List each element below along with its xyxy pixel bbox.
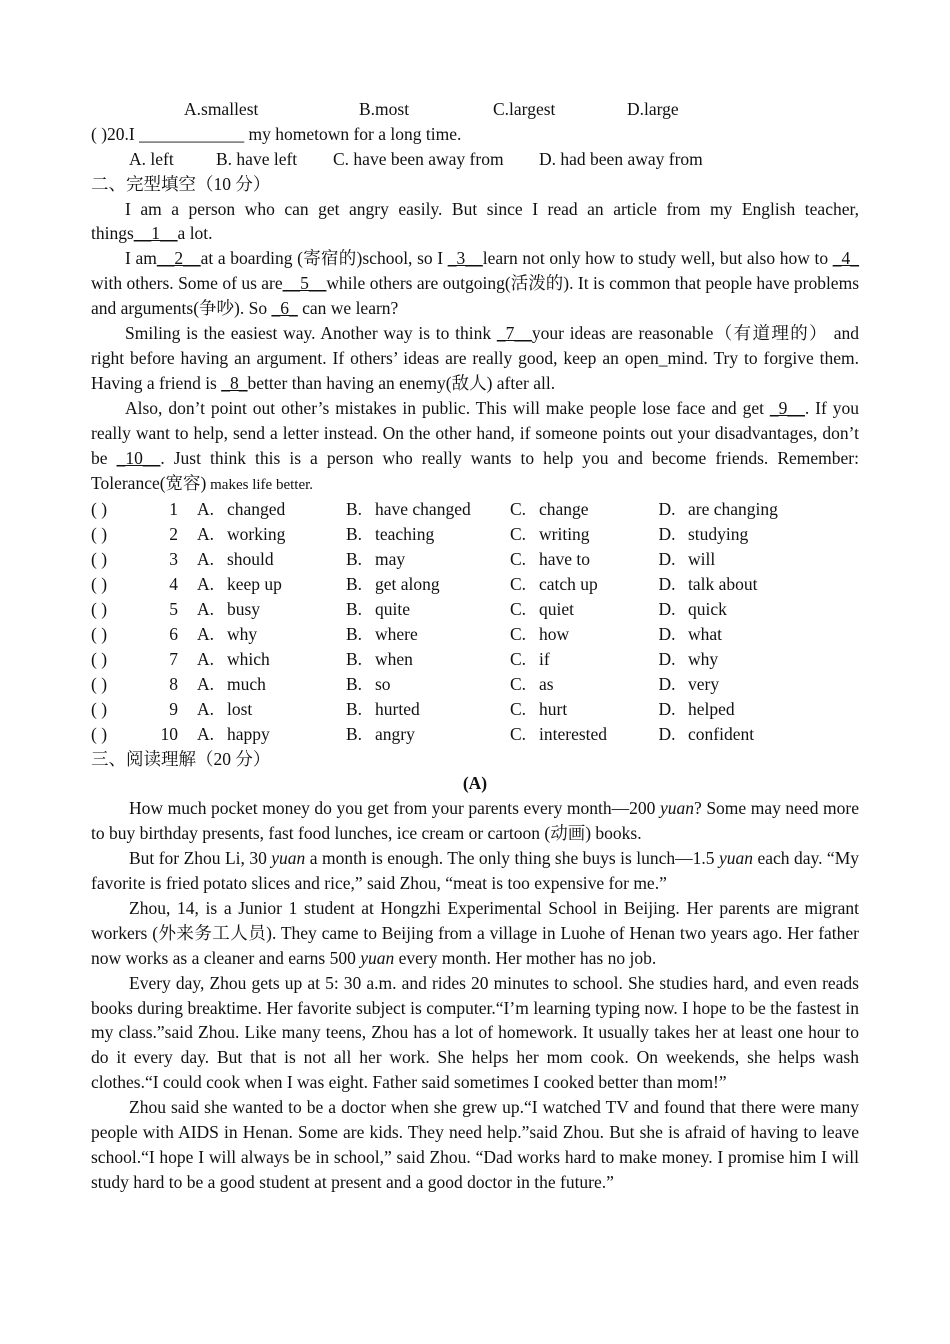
option-c: interested bbox=[539, 723, 608, 744]
option-row bbox=[91, 572, 859, 597]
question-number: 3 bbox=[169, 549, 178, 570]
letter-a: A. bbox=[196, 698, 214, 719]
option-row bbox=[91, 597, 859, 622]
option-d: are changing bbox=[688, 499, 778, 520]
letter-d: D. bbox=[658, 574, 676, 595]
q19-option-b: B.most bbox=[359, 99, 410, 119]
letter-c: C. bbox=[509, 648, 527, 669]
cloze-paragraph-2: I am__2__at a boarding (寄宿的)school, so I _3__learn not only how to study well, but also how to _4_ with others. Some of us are__5__while others are outgoing(活泼的). It is common that people have problems and arguments(争吵). So _6_ can we learn? bbox=[91, 248, 860, 319]
q19-options bbox=[91, 97, 859, 122]
letter-b: B. bbox=[345, 623, 363, 644]
question-number: 1 bbox=[169, 499, 178, 520]
letter-d: D. bbox=[658, 623, 676, 644]
answer-paren: ( ) bbox=[91, 549, 108, 570]
option-b: so bbox=[375, 673, 391, 694]
letter-a: A. bbox=[196, 623, 214, 644]
exam-page bbox=[91, 97, 859, 1195]
option-row bbox=[91, 622, 859, 647]
answer-paren: ( ) bbox=[91, 723, 108, 744]
letter-a: A. bbox=[196, 524, 214, 545]
option-b: hurted bbox=[375, 698, 420, 719]
cloze-paragraph-4: Also, don’t point out other’s mistakes in public. This will make people lose face and get _9__. If you really want to help, send a letter instead. On the other hand, if someone points out your disadvantages, don’t be _10__. Just think this is a person who really wants to help you and become friends. Remember: Tolerance(宽容) makes life better. bbox=[91, 397, 859, 493]
answer-paren: ( ) bbox=[91, 648, 108, 669]
option-d: very bbox=[688, 673, 720, 694]
q19-option-a: A.smallest bbox=[184, 99, 259, 119]
option-d: helped bbox=[688, 698, 735, 719]
q19-option-c: C.largest bbox=[493, 99, 556, 119]
option-c: have to bbox=[539, 549, 591, 570]
answer-paren: ( ) bbox=[91, 574, 108, 595]
letter-b: B. bbox=[345, 549, 363, 570]
question-number: 2 bbox=[169, 524, 178, 545]
question-number: 4 bbox=[169, 574, 178, 595]
answer-paren: ( ) bbox=[91, 623, 108, 644]
blank-8: _8_ bbox=[221, 372, 248, 393]
option-d: what bbox=[688, 623, 723, 644]
blank-6: _6_ bbox=[271, 298, 298, 319]
letter-c: C. bbox=[509, 499, 527, 520]
letter-d: D. bbox=[658, 499, 676, 520]
option-a: keep up bbox=[227, 574, 282, 595]
option-c: writing bbox=[539, 524, 590, 545]
blank-7: _7__ bbox=[496, 323, 532, 344]
option-c: catch up bbox=[539, 574, 598, 595]
option-row bbox=[91, 522, 859, 547]
option-row bbox=[91, 697, 859, 722]
option-b: when bbox=[375, 648, 413, 669]
option-row bbox=[91, 672, 859, 697]
option-a: working bbox=[227, 524, 286, 545]
q20-blank: ____________ bbox=[139, 123, 245, 144]
reading-paragraph-1: How much pocket money do you get from your parents every month—200 yuan? Some may need more to buy birthday presents, fast food lunches, ice cream or cartoon (动画) books. bbox=[91, 798, 859, 844]
option-row bbox=[91, 647, 859, 672]
letter-a: A. bbox=[196, 574, 214, 595]
blank-2: __2__ bbox=[156, 248, 201, 269]
option-c: how bbox=[539, 623, 570, 644]
option-a: why bbox=[227, 623, 258, 644]
letter-a: A. bbox=[196, 723, 214, 744]
option-row bbox=[91, 547, 859, 572]
option-b: get along bbox=[375, 574, 440, 595]
option-b: where bbox=[375, 623, 418, 644]
letter-c: C. bbox=[509, 599, 527, 620]
q19-option-d: D.large bbox=[627, 99, 679, 119]
option-c: as bbox=[539, 673, 554, 694]
option-a: much bbox=[227, 673, 266, 694]
option-d: will bbox=[688, 549, 716, 570]
cloze-paragraph-3: Smiling is the easiest way. Another way is to think _7__your ideas are reasonable（有道理的） and right before having an argument. If others’ ideas are really good, keep an open_mind. Try to forgive them. Having a friend is _8_better than having an enemy(敌人) after all. bbox=[91, 323, 860, 393]
letter-c: C. bbox=[509, 549, 527, 570]
question-number: 5 bbox=[169, 599, 178, 620]
option-row bbox=[91, 722, 859, 747]
q20-option-d: D. had been away from bbox=[539, 148, 703, 169]
letter-b: B. bbox=[345, 599, 363, 620]
option-a: lost bbox=[227, 698, 253, 719]
letter-d: D. bbox=[658, 698, 676, 719]
letter-d: D. bbox=[658, 524, 676, 545]
letter-a: A. bbox=[196, 673, 214, 694]
letter-b: B. bbox=[345, 673, 363, 694]
letter-c: C. bbox=[509, 574, 527, 595]
letter-c: C. bbox=[509, 673, 527, 694]
option-c: quiet bbox=[539, 599, 574, 620]
letter-a: A. bbox=[196, 549, 214, 570]
option-b: may bbox=[375, 549, 406, 570]
option-d: why bbox=[688, 648, 719, 669]
blank-1: __1__ bbox=[133, 223, 178, 244]
option-c: change bbox=[539, 499, 589, 520]
option-a: which bbox=[227, 648, 270, 669]
option-c: hurt bbox=[539, 698, 568, 719]
letter-d: D. bbox=[658, 648, 676, 669]
option-d: quick bbox=[688, 599, 727, 620]
question-number: 10 bbox=[160, 723, 178, 744]
blank-9: _9__ bbox=[769, 397, 805, 418]
option-row bbox=[91, 497, 859, 522]
cloze-options-table bbox=[91, 497, 859, 746]
cloze-paragraph-1: I am a person who can get angry easily. But since I read an article from my English teacher, things__1__a lot. bbox=[91, 198, 859, 244]
question-number: 7 bbox=[169, 648, 178, 669]
answer-paren: ( ) bbox=[91, 698, 108, 719]
option-c: if bbox=[539, 648, 550, 669]
q20-options bbox=[91, 147, 859, 172]
q20-option-c: C. have been away from bbox=[333, 148, 504, 169]
option-d: studying bbox=[688, 524, 749, 545]
q20-option-a: A. left bbox=[129, 148, 174, 169]
letter-c: C. bbox=[509, 723, 527, 744]
blank-10: _10__ bbox=[116, 447, 161, 468]
letter-a: A. bbox=[196, 599, 214, 620]
blank-3: _3__ bbox=[447, 248, 483, 269]
answer-paren: ( ) bbox=[91, 499, 108, 520]
letter-b: B. bbox=[345, 574, 363, 595]
letter-d: D. bbox=[658, 599, 676, 620]
option-a: should bbox=[227, 549, 274, 570]
question-number: 6 bbox=[169, 623, 178, 644]
option-b: quite bbox=[375, 599, 410, 620]
reading-paragraph-2: But for Zhou Li, 30 yuan a month is enough. The only thing she buys is lunch—1.5 yuan each day. “My favorite is fried potato slices and rice,” said Zhou, “meat is too expensive for me.” bbox=[91, 848, 859, 893]
letter-b: B. bbox=[345, 698, 363, 719]
letter-b: B. bbox=[345, 499, 363, 520]
option-b: teaching bbox=[375, 524, 435, 545]
blank-4: _4_ bbox=[832, 248, 859, 269]
question-number: 8 bbox=[169, 673, 178, 694]
letter-b: B. bbox=[345, 524, 363, 545]
q20-stem: ( )20.I ____________ my hometown for a long time. bbox=[91, 123, 462, 144]
reading-paragraph-3: Zhou, 14, is a Junior 1 student at Hongzhi Experimental School in Beijing. Her parents are migrant workers (外来务工人员). They came to Beijing from a village in Luohe of Henan two years ago. Her father now works as a cleaner and earns 500 yuan every month. Her mother has no job. bbox=[91, 897, 859, 968]
letter-b: B. bbox=[345, 723, 363, 744]
answer-paren: ( ) bbox=[91, 524, 108, 545]
letter-c: C. bbox=[509, 698, 527, 719]
letter-d: D. bbox=[658, 549, 676, 570]
reading-heading: 三、阅读理解（20 分） bbox=[91, 748, 271, 769]
letter-b: B. bbox=[345, 648, 363, 669]
cloze-heading: 二、完型填空（10 分） bbox=[91, 173, 271, 194]
letter-c: C. bbox=[509, 623, 527, 644]
option-a: busy bbox=[227, 599, 261, 620]
reading-paragraph-4: Every day, Zhou gets up at 5: 30 a.m. and rides 20 minutes to school. She studies hard, and even reads books during breaktime. Her favorite subject is computer.“I’m learning typing now. I hope to be the fastest in my class.”said Zhou. Like many teens, Zhou has a lot of homework. It usually takes her at least one hour to do it every day. But that is not all her work. She helps her mom cook. On weekends, she helps wash clothes.“I could cook when I was eight. Father said sometimes I cooked better than mom!” bbox=[91, 972, 859, 1093]
option-d: confident bbox=[688, 723, 755, 744]
option-b: angry bbox=[375, 723, 415, 744]
reading-paragraph-5: Zhou said she wanted to be a doctor when she grew up.“I watched TV and found that there were many people with AIDS in Henan. Some are kids. They need help.”said Zhou. But she is afraid of having to leave school.“I hope I will always be in school,” said Zhou. “Dad works hard to make money. I promise him I will study hard to be a good student at present and a good doctor in the future.” bbox=[91, 1097, 859, 1192]
option-a: happy bbox=[227, 723, 270, 744]
option-a: changed bbox=[227, 499, 286, 520]
letter-c: C. bbox=[509, 524, 527, 545]
answer-paren: ( ) bbox=[91, 673, 108, 694]
letter-a: A. bbox=[196, 499, 214, 520]
letter-a: A. bbox=[196, 648, 214, 669]
option-b: have changed bbox=[375, 499, 471, 520]
option-d: talk about bbox=[688, 574, 758, 595]
letter-d: D. bbox=[658, 673, 676, 694]
question-number: 9 bbox=[169, 698, 178, 719]
answer-paren: ( ) bbox=[91, 599, 108, 620]
q20-option-b: B. have left bbox=[216, 148, 298, 169]
passage-a-title: (A) bbox=[462, 773, 488, 794]
blank-5: __5__ bbox=[282, 273, 327, 294]
letter-d: D. bbox=[658, 723, 676, 744]
